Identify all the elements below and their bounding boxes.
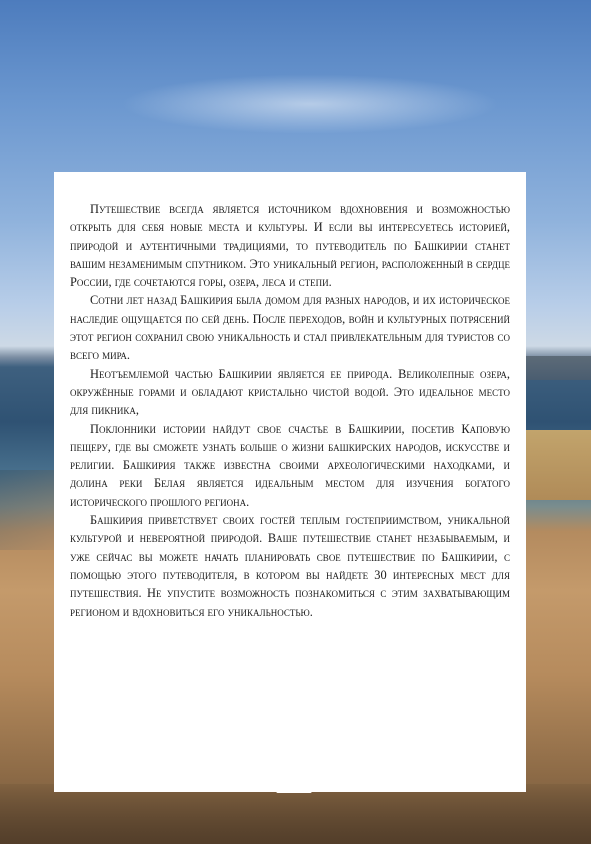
foreground-ground (0, 784, 591, 844)
cloud (120, 74, 500, 134)
paragraph-cave: Поклонники истории найдут свое счастье в Башкирии, посетив Каповую пещеру, где вы сможете узнать больше о жизни башкирских народов, искусстве и религии. Башкирия также известна своими археологическими находками, и долина реки Белая является идеальным местом для изучения богатого исторического прошлого региона. (70, 421, 510, 509)
distant-hills (521, 356, 591, 380)
paragraph-history: Сотни лет назад Башкирия была домом для разных народов, и их историческое наследие ощущается по сей день. После переходов, войн и культурных потрясений этот регион сохранил свою уникальность и стал привлекательным для туристов со всего мира. (70, 293, 510, 363)
article-text (70, 200, 510, 621)
paragraph-nature: Неотъемлемой частью Башкирии является ее природа. Великолепные озера, окружённые горами и обладают кристально чистой водой. Это идеальное место для пикника, (70, 366, 510, 418)
grass-shore (521, 430, 591, 500)
paragraph-welcome: Башкирия приветствует своих гостей теплым гостеприимством, уникальной культурой и невероятной природой. Ваше путешествие станет незабываемым, и уже сейчас вы можете начать планировать свое путешествие по Башкирии, с помощью этого путеводителя, в котором вы найдете 30 интересных мест для путешествия. Не упустите возможность познакомиться с этим захватывающим регионом и вдохновиться его уникальностью. (70, 513, 510, 619)
card-notch (276, 780, 312, 793)
paragraph-intro: Путешествие всегда является источником вдохновения и возможностью открыть для себя новые места и культуры. И если вы интересуетесь историей, природой и аутентичными традициями, то путеводитель по Башкирии станет вашим незаменимым спутником. Это уникальный регион, расположенный в сердце России, где сочетаются горы, озера, леса и степи. (70, 202, 510, 290)
